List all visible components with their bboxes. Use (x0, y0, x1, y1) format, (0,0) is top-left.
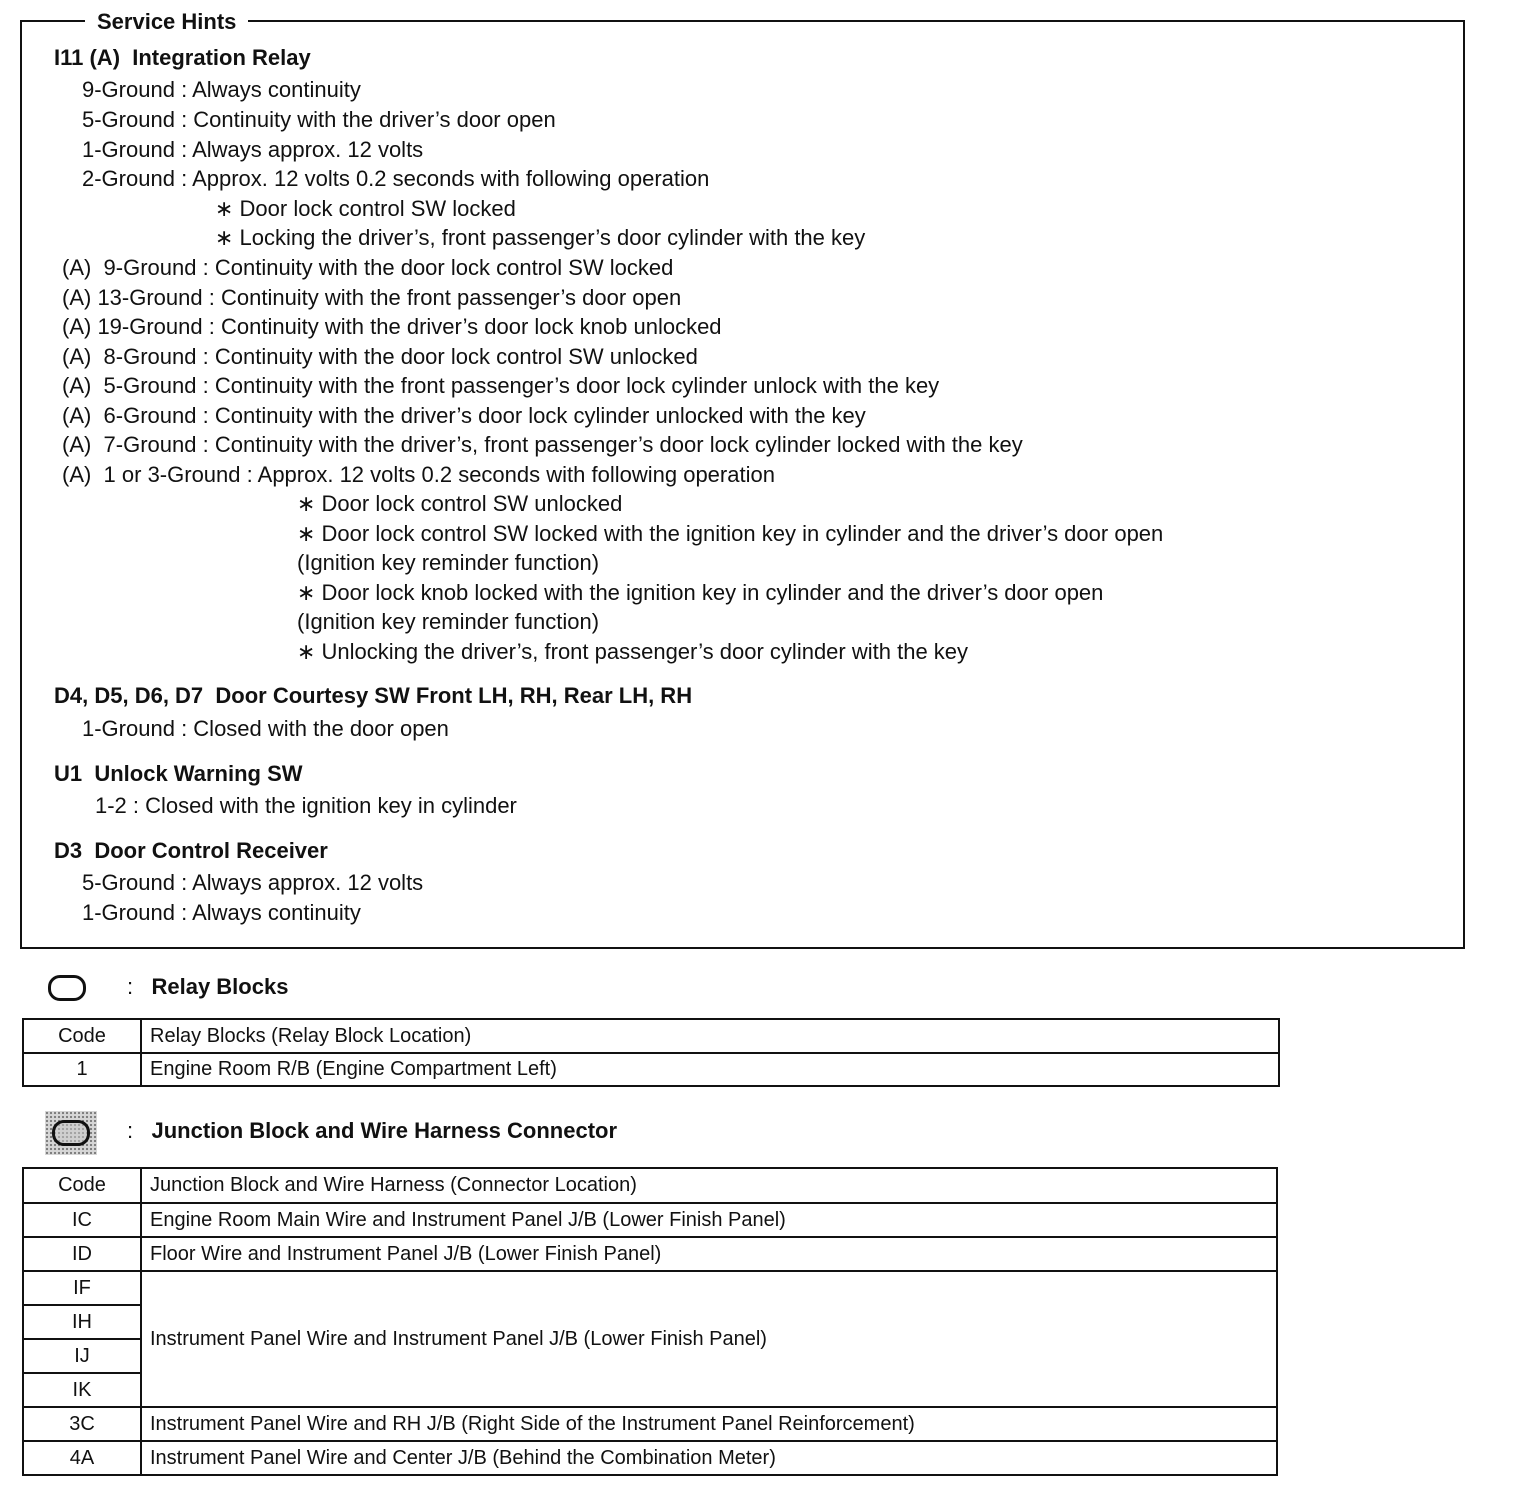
section-heading: U1 Unlock Warning SW (54, 761, 303, 786)
separator: : (202, 314, 221, 339)
hint-line: ∗ Door lock control SW unlocked (297, 491, 623, 516)
hint-text: Continuity with the front passenger’s door open (220, 285, 682, 310)
table-row (23, 1203, 1277, 1237)
junction-blocks-label: Junction Block and Wire Harness Connector (151, 1118, 618, 1143)
hint-text: Continuity with the driver’s door lock cylinder unlocked with the key (214, 403, 866, 428)
hint-line: ∗ Door lock control SW locked (215, 196, 516, 221)
separator: : (174, 137, 193, 162)
code-header-cell: Code (23, 1168, 141, 1203)
terminal-pair: 1-2 (95, 793, 127, 818)
relay-block-icon (48, 975, 86, 1001)
table-row (23, 1271, 1277, 1305)
junction-blocks-table (22, 1167, 1278, 1476)
hint-line: ∗ Locking the driver’s, front passenger’s door cylinder with the key (215, 225, 866, 250)
separator: : (240, 462, 258, 487)
code-cell: 3C (23, 1407, 141, 1441)
terminal-pair: (A) 5-Ground (62, 373, 197, 398)
section-heading: D3 Door Control Receiver (54, 838, 328, 863)
hint-text: Continuity with the driver’s door open (193, 107, 556, 132)
hint-line: (Ignition key reminder function) (297, 550, 600, 575)
hint-line (95, 793, 517, 819)
hint-line (82, 870, 423, 896)
separator: : (174, 166, 193, 191)
hint-text: Continuity with the door lock control SW unlocked (214, 344, 698, 369)
description-cell: Instrument Panel Wire and Center J/B (Behind the Combination Meter) (141, 1441, 1277, 1475)
table-header-row (23, 1168, 1277, 1203)
terminal-pair: 9-Ground (82, 77, 175, 102)
code-cell: 1 (23, 1053, 141, 1086)
terminal-pair: 1-Ground (82, 716, 175, 741)
section-heading: I11 (A) Integration Relay (54, 45, 311, 70)
table-row (23, 1407, 1277, 1441)
terminal-pair: (A) 1 or 3-Ground (62, 462, 241, 487)
hint-text: Continuity with the front passenger’s door lock cylinder unlock with the key (214, 373, 940, 398)
terminal-pair: (A) 9-Ground (62, 255, 197, 280)
hint-text: Approx. 12 volts 0.2 seconds with following operation (192, 166, 710, 191)
hint-text: Continuity with the door lock control SW locked (214, 255, 674, 280)
separator: : (202, 285, 221, 310)
terminal-pair: 1-Ground (82, 900, 175, 925)
service-hints-title: Service Hints (85, 8, 248, 36)
description-cell: Instrument Panel Wire and RH J/B (Right Side of the Instrument Panel Reinforcement) (141, 1407, 1277, 1441)
hint-line (82, 107, 556, 133)
separator: : (196, 403, 215, 428)
separator: : (174, 77, 193, 102)
hint-line (82, 137, 423, 163)
separator: : (174, 107, 194, 132)
junction-block-icon (45, 1111, 97, 1155)
description-cell: Floor Wire and Instrument Panel J/B (Lower Finish Panel) (141, 1237, 1277, 1271)
description-cell: Engine Room R/B (Engine Compartment Left) (141, 1053, 1279, 1086)
terminal-pair: (A) 7-Ground (62, 432, 197, 457)
hint-text: Always approx. 12 volts (192, 137, 424, 162)
terminal-pair: 1-Ground (82, 137, 175, 162)
terminal-pair: (A) 19-Ground (62, 314, 203, 339)
legend-colon: : (127, 1118, 134, 1143)
hint-line (62, 344, 698, 370)
terminal-pair: 2-Ground (82, 166, 175, 191)
hint-text: Always approx. 12 volts (192, 870, 424, 895)
description-header-cell: Relay Blocks (Relay Block Location) (141, 1019, 1279, 1053)
legend-colon: : (127, 974, 134, 999)
hint-text: Approx. 12 volts 0.2 seconds with following operation (257, 462, 775, 487)
separator: : (196, 432, 215, 457)
separator: : (126, 793, 146, 818)
terminal-pair: (A) 13-Ground (62, 285, 203, 310)
terminal-pair: 5-Ground (82, 870, 175, 895)
terminal-pair: 5-Ground (82, 107, 175, 132)
table-header-row (23, 1019, 1279, 1053)
code-cell: IJ (23, 1339, 141, 1373)
description-cell: Instrument Panel Wire and Instrument Panel J/B (Lower Finish Panel) (141, 1271, 1277, 1407)
description-header-cell: Junction Block and Wire Harness (Connector Location) (141, 1168, 1277, 1203)
code-cell: IH (23, 1305, 141, 1339)
hint-line (62, 314, 722, 340)
hint-text: Always continuity (192, 77, 361, 102)
hint-line (62, 285, 681, 311)
table-row (23, 1441, 1277, 1475)
hint-line: (Ignition key reminder function) (297, 609, 600, 634)
relay-blocks-table (22, 1018, 1280, 1087)
code-cell: ID (23, 1237, 141, 1271)
hint-line (82, 900, 361, 926)
table-row (23, 1237, 1277, 1271)
hint-line (62, 255, 673, 281)
terminal-pair: (A) 8-Ground (62, 344, 197, 369)
hint-line: ∗ Door lock knob locked with the ignition key in cylinder and the driver’s door open (297, 580, 1104, 605)
hint-text: Closed with the door open (193, 716, 449, 741)
code-header-cell: Code (23, 1019, 141, 1053)
code-cell: IC (23, 1203, 141, 1237)
separator: : (196, 255, 215, 280)
code-cell: 4A (23, 1441, 141, 1475)
hint-line (82, 77, 361, 103)
description-cell: Engine Room Main Wire and Instrument Panel J/B (Lower Finish Panel) (141, 1203, 1277, 1237)
hint-line (62, 373, 939, 399)
terminal-pair: (A) 6-Ground (62, 403, 197, 428)
code-cell: IK (23, 1373, 141, 1407)
hint-line: ∗ Door lock control SW locked with the ignition key in cylinder and the driver’s door open (297, 521, 1164, 546)
table-row (23, 1053, 1279, 1086)
hint-text: Closed with the ignition key in cylinder (145, 793, 517, 818)
separator: : (196, 373, 215, 398)
separator: : (174, 900, 193, 925)
hint-text: Always continuity (192, 900, 361, 925)
separator: : (196, 344, 215, 369)
separator: : (174, 870, 193, 895)
section-heading: D4, D5, D6, D7 Door Courtesy SW Front LH, RH, Rear LH, RH (54, 683, 693, 708)
code-cell: IF (23, 1271, 141, 1305)
hint-line (62, 462, 775, 488)
hint-line (62, 403, 866, 429)
separator: : (174, 716, 194, 741)
relay-blocks-label: Relay Blocks (151, 974, 289, 999)
hint-line (82, 716, 449, 742)
hint-line (82, 166, 709, 192)
hint-text: Continuity with the driver’s door lock knob unlocked (220, 314, 722, 339)
hint-text: Continuity with the driver’s, front passenger’s door lock cylinder locked with the key (214, 432, 1023, 457)
hint-line: ∗ Unlocking the driver’s, front passenger’s door cylinder with the key (297, 639, 969, 664)
hint-line (62, 432, 1023, 458)
